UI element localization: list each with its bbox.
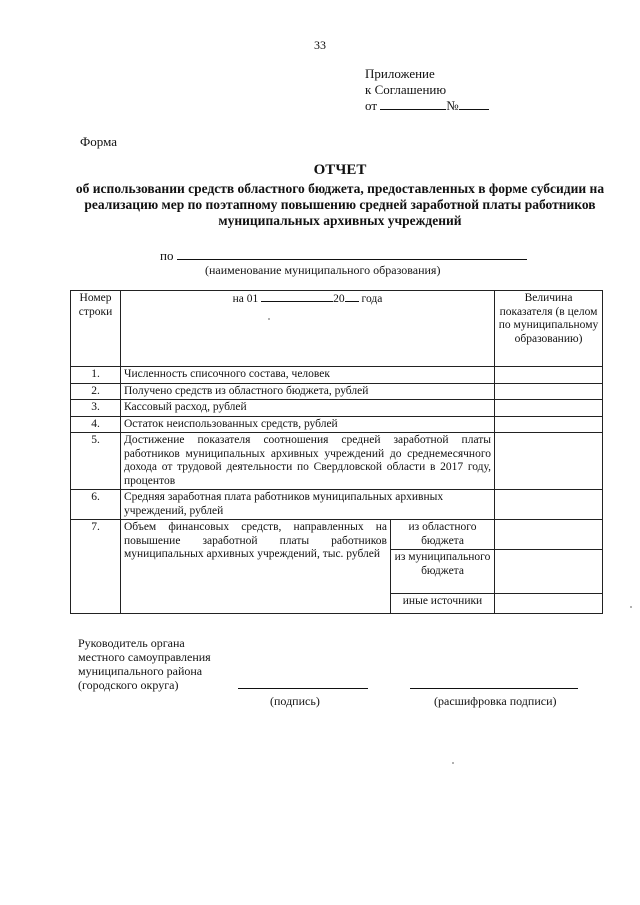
- row-number: 3.: [71, 400, 121, 417]
- header-date-year: 20: [333, 293, 345, 305]
- row-label: Средняя заработная плата работников муниципальных архивных учреждений, рублей: [121, 490, 495, 520]
- report-title: ОТЧЕТ: [313, 162, 367, 178]
- table-row: [71, 520, 603, 550]
- row-value-cell: [495, 520, 603, 550]
- signer-block: [78, 636, 211, 692]
- table-row: [71, 490, 603, 520]
- header-value: Величина показателя (в целом по муниципальному образованию): [495, 291, 603, 367]
- signature-caption: (подпись): [270, 694, 320, 708]
- row-value-cell: [495, 433, 603, 490]
- row-number: 2.: [71, 383, 121, 400]
- decryption-line: [410, 688, 578, 689]
- scan-speck: [268, 318, 270, 320]
- header-row-number: Номер строки: [71, 291, 121, 367]
- row-value-cell: [495, 383, 603, 400]
- row-value-cell: [495, 594, 603, 614]
- row-number: 5.: [71, 433, 121, 490]
- table-header-row: [71, 291, 603, 367]
- agreement-number-sign: №: [446, 98, 459, 113]
- municipality-line: [160, 248, 527, 264]
- row-label: Достижение показателя соотношения средней заработной платы работников муниципальных архивных учреждений до среднемесячного дохода от трудовой деятельности по Свердловской области в 2017 году, процентов: [121, 433, 495, 490]
- table-row: [71, 433, 603, 490]
- row-number: 4.: [71, 416, 121, 433]
- signer-line2: местного самоуправления: [78, 650, 211, 664]
- header-date: [121, 291, 495, 367]
- report-table: [70, 290, 603, 614]
- agreement-date-blank: [380, 99, 446, 110]
- row-label: Кассовый расход, рублей: [121, 400, 495, 417]
- appendix-line1: Приложение: [365, 66, 435, 81]
- table-row: [71, 416, 603, 433]
- appendix-from-label: от: [365, 98, 378, 113]
- source-municipal-budget: из муниципального бюджета: [391, 550, 495, 594]
- row-value-cell: [495, 550, 603, 594]
- row-value-cell: [495, 400, 603, 417]
- signature-line: [238, 688, 368, 689]
- appendix-block: [365, 66, 489, 114]
- source-other: иные источники: [391, 594, 495, 614]
- signer-line1: Руководитель органа: [78, 636, 185, 650]
- signer-line4: (городского округа): [78, 678, 179, 692]
- municipality-blank: [177, 249, 527, 260]
- agreement-number-blank: [459, 99, 489, 110]
- header-date-year-blank: [345, 292, 359, 302]
- table-row: [71, 400, 603, 417]
- decryption-caption: (расшифровка подписи): [434, 694, 557, 708]
- row-label: Численность списочного состава, человек: [121, 367, 495, 384]
- appendix-line2: к Соглашению: [365, 82, 447, 97]
- header-date-month-blank: [261, 292, 333, 302]
- row-value-cell: [495, 416, 603, 433]
- row-value-cell: [495, 367, 603, 384]
- po-label: по: [160, 248, 174, 263]
- header-date-suffix: года: [361, 293, 383, 305]
- source-regional-budget: из областного бюджета: [391, 520, 495, 550]
- table-row: [71, 383, 603, 400]
- signer-line3: муниципального района: [78, 664, 203, 678]
- scan-speck: [452, 762, 454, 764]
- row-number: 1.: [71, 367, 121, 384]
- header-date-prefix: на 01: [232, 293, 259, 305]
- table-row: [71, 367, 603, 384]
- form-label: Форма: [80, 134, 117, 149]
- row-number: 6.: [71, 490, 121, 520]
- municipality-caption: (наименование муниципального образования): [205, 263, 441, 277]
- row-label: Остаток неиспользованных средств, рублей: [121, 416, 495, 433]
- page-number: 33: [314, 38, 326, 52]
- scan-speck: [630, 606, 632, 608]
- report-subtitle: об использовании средств областного бюджета, предоставленных в форме субсидии на реализацию мер по поэтапному повышению средней заработной платы работников муниципальных архивных учреждений: [75, 181, 605, 228]
- row-label: Получено средств из областного бюджета, рублей: [121, 383, 495, 400]
- row-number: 7.: [71, 520, 121, 614]
- row-label: Объем финансовых средств, направленных на повышение заработной платы работников муниципальных архивных учреждений, тыс. рублей: [121, 520, 391, 614]
- row-value-cell: [495, 490, 603, 520]
- appendix-line3: [365, 98, 489, 114]
